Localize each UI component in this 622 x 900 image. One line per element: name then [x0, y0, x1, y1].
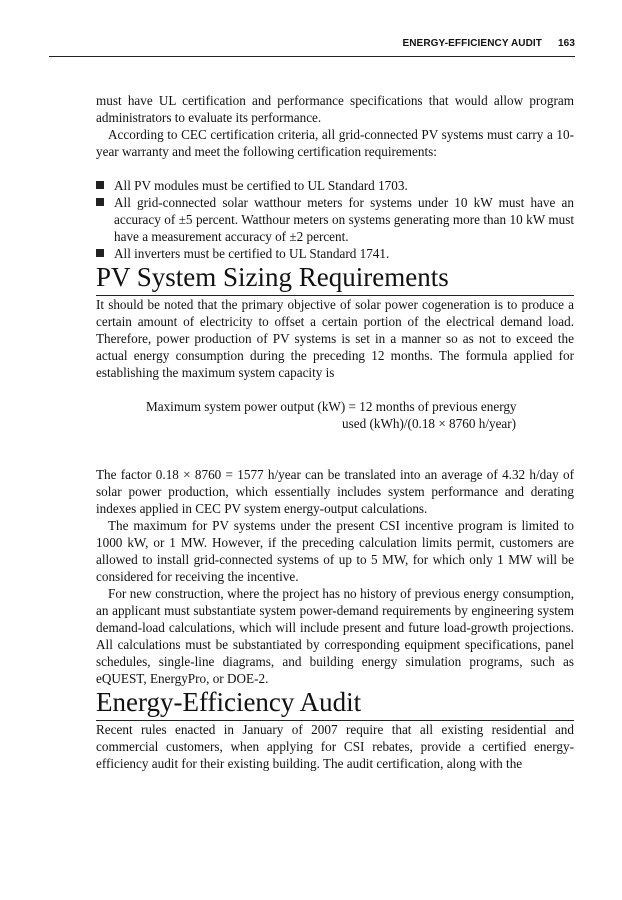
list-item-text: All grid-connected solar watthour meters for systems under 10 kW must have an accuracy of ±5 percent. Watthour meters on systems generating more than 10 kW must have a measurement accuracy of ±2 percent.: [114, 195, 574, 244]
list-item-text: All PV modules must be certified to UL Standard 1703.: [114, 178, 408, 193]
bullet-square-icon: [96, 181, 104, 189]
sizing-paragraph-3: The maximum for PV systems under the present CSI incentive program is limited to 1000 kW, or 1 MW. However, if the preceding calculation limits permit, customers are allowed to install grid-connected systems of up to 5 MW, for which only 1 MW will be considered for receiving the incentive.: [96, 518, 574, 584]
list-item: [96, 194, 574, 245]
section-heading-pv-sizing: PV System Sizing Requirements: [96, 262, 574, 296]
page-number: 163: [558, 38, 575, 49]
list-item: [96, 245, 574, 262]
capacity-formula: [96, 398, 574, 432]
list-item: [96, 177, 574, 194]
body-text: [96, 92, 574, 772]
requirements-list: [96, 177, 574, 262]
audit-paragraph-1: Recent rules enacted in January of 2007 require that all existing residential and commercial customers, when applying for CSI rebates, provide a certified energy-efficiency audit for their existing building. The audit certification, along with the: [96, 722, 574, 771]
list-item-text: All inverters must be certified to UL Standard 1741.: [114, 246, 390, 261]
sizing-paragraph-2: The factor 0.18 × 8760 = 1577 h/year can be translated into an average of 4.32 h/day of solar power production, which essentially includes system performance and derating indexes applied in CEC PV system energy-output calculations.: [96, 467, 574, 516]
formula-line-1: Maximum system power output (kW) = 12 months of previous energy: [146, 399, 517, 414]
bullet-square-icon: [96, 249, 104, 257]
intro-paragraph-1: must have UL certification and performance specifications that would allow program administrators to evaluate its performance.: [96, 93, 574, 125]
running-title: ENERGY-EFFICIENCY AUDIT: [402, 38, 542, 49]
intro-paragraph-2: According to CEC certification criteria, all grid-connected PV systems must carry a 10-year warranty and meet the following certification requirements:: [96, 127, 574, 159]
header-rule: [49, 56, 575, 57]
bullet-square-icon: [96, 198, 104, 206]
section-heading-energy-audit: Energy-Efficiency Audit: [96, 687, 574, 721]
sizing-paragraph-4: For new construction, where the project has no history of previous energy consumption, an applicant must substantiate system power-demand requirements by engineering system demand-load calculations, which will include present and future load-growth projections. All calculations must be substantiated by corresponding equipment specifications, panel schedules, single-line diagrams, and building energy simulation programs, such as eQUEST, EnergyPro, or DOE-2.: [96, 586, 574, 686]
running-head: [96, 38, 575, 49]
sizing-paragraph-1: It should be noted that the primary objective of solar power cogeneration is to produce a certain amount of electricity to offset a certain portion of the electrical demand load. Therefore, power production of PV systems is set in a manner so as not to exceed the actual energy consumption during the preceding 12 months. The formula applied for establishing the maximum system capacity is: [96, 297, 574, 380]
formula-line-2: used (kWh)/(0.18 × 8760 h/year): [342, 416, 517, 431]
